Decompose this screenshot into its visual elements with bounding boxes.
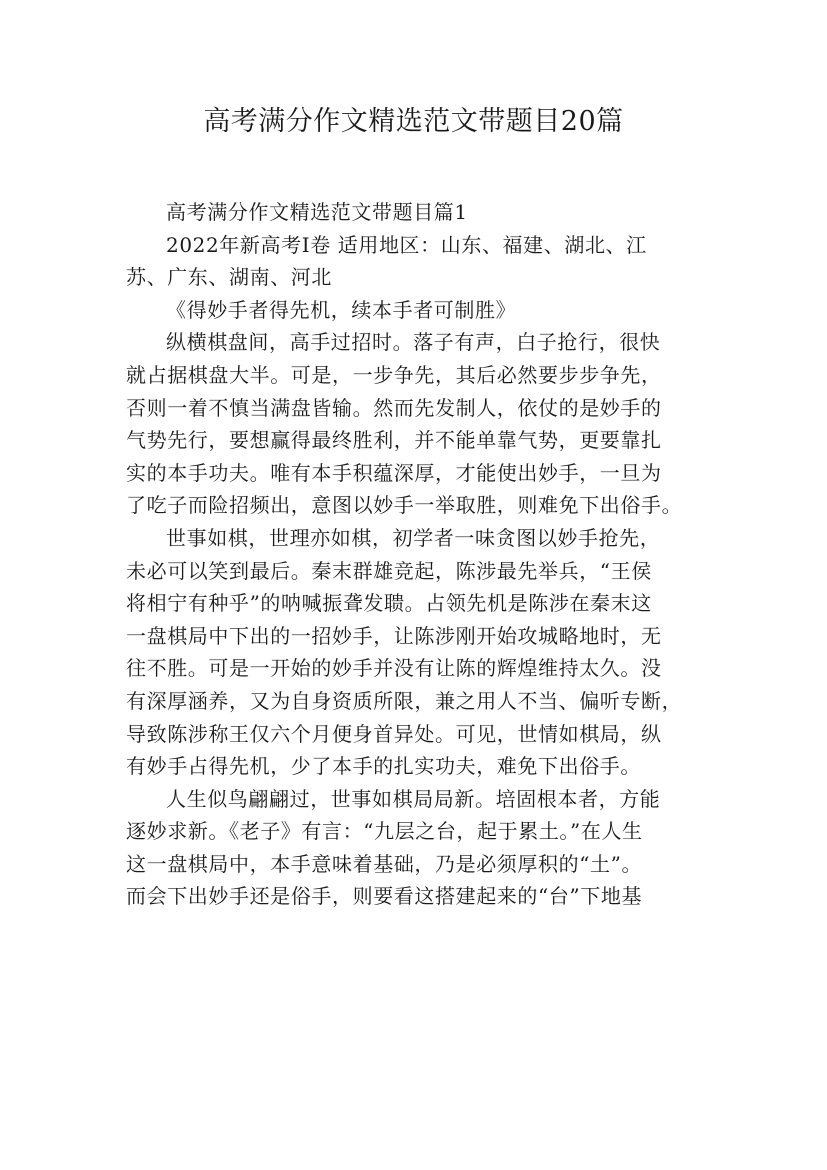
- document-title: 高考满分作文精选范文带题目20篇: [203, 106, 624, 137]
- text-line: 就占据棋盘大半。可是，一步争先，其后必然要步步争先，: [126, 362, 662, 387]
- text-line: 苏、广东、湖南、河北: [126, 265, 332, 290]
- text-line: 这一盘棋局中，本手意味着基础，乃是必须厚积的“土”。: [126, 851, 643, 876]
- text-line: 有深厚涵养，又为自身资质所限，兼之用人不当、偏听专断，: [126, 688, 683, 713]
- text-line: 《得妙手者得先机，续本手者可制胜》: [166, 297, 517, 322]
- text-line: 了吃子而险招频出，意图以妙手一举取胜，则难免下出俗手。: [126, 493, 683, 518]
- text-line: 否则一着不慎当满盘皆输。然而先发制人，依仗的是妙手的: [126, 395, 662, 420]
- text-line: 导致陈涉称王仅六个月便身首异处。可见，世情如棋局，纵: [126, 721, 662, 746]
- text-line: 人生似鸟翩翩过，世事如棋局局新。培固根本者，方能: [166, 786, 661, 811]
- text-line: 逐妙求新。《老子》有言：“九层之台，起于累土。”在人生: [126, 819, 643, 844]
- text-line: 世事如棋，世理亦如棋，初学者一味贪图以妙手抢先，: [166, 525, 661, 550]
- text-line: 一盘棋局中下出的一招妙手，让陈涉刚开始攻城略地时，无: [126, 623, 662, 648]
- text-line: 有妙手占得先机，少了本手的扎实功夫，难免下出俗手。: [126, 754, 641, 779]
- text-line: 高考满分作文精选范文带题目篇1: [166, 200, 468, 224]
- text-line: 纵横棋盘间，高手过招时。落子有声，白子抢行，很快: [166, 330, 661, 355]
- document-body: [126, 196, 706, 913]
- text-line: 气势先行，要想赢得最终胜利，并不能单靠气势，更要靠扎: [126, 428, 662, 453]
- text-line: 2022年新高考Ⅰ卷 适用地区：山东、福建、湖北、江: [166, 232, 647, 257]
- text-line: 往不胜。可是一开始的妙手并没有让陈的辉煌维持太久。没: [126, 656, 662, 681]
- text-line: 未必可以笑到最后。秦末群雄竞起，陈涉最先举兵，“王侯: [126, 558, 652, 583]
- text-line: 而会下出妙手还是俗手，则要看这搭建起来的“台”下地基: [126, 884, 643, 909]
- text-line: 将相宁有种乎”的呐喊振聋发聩。占领先机是陈涉在秦末这: [126, 591, 652, 616]
- text-line: 实的本手功夫。唯有本手积蕴深厚，才能使出妙手，一旦为: [126, 460, 662, 485]
